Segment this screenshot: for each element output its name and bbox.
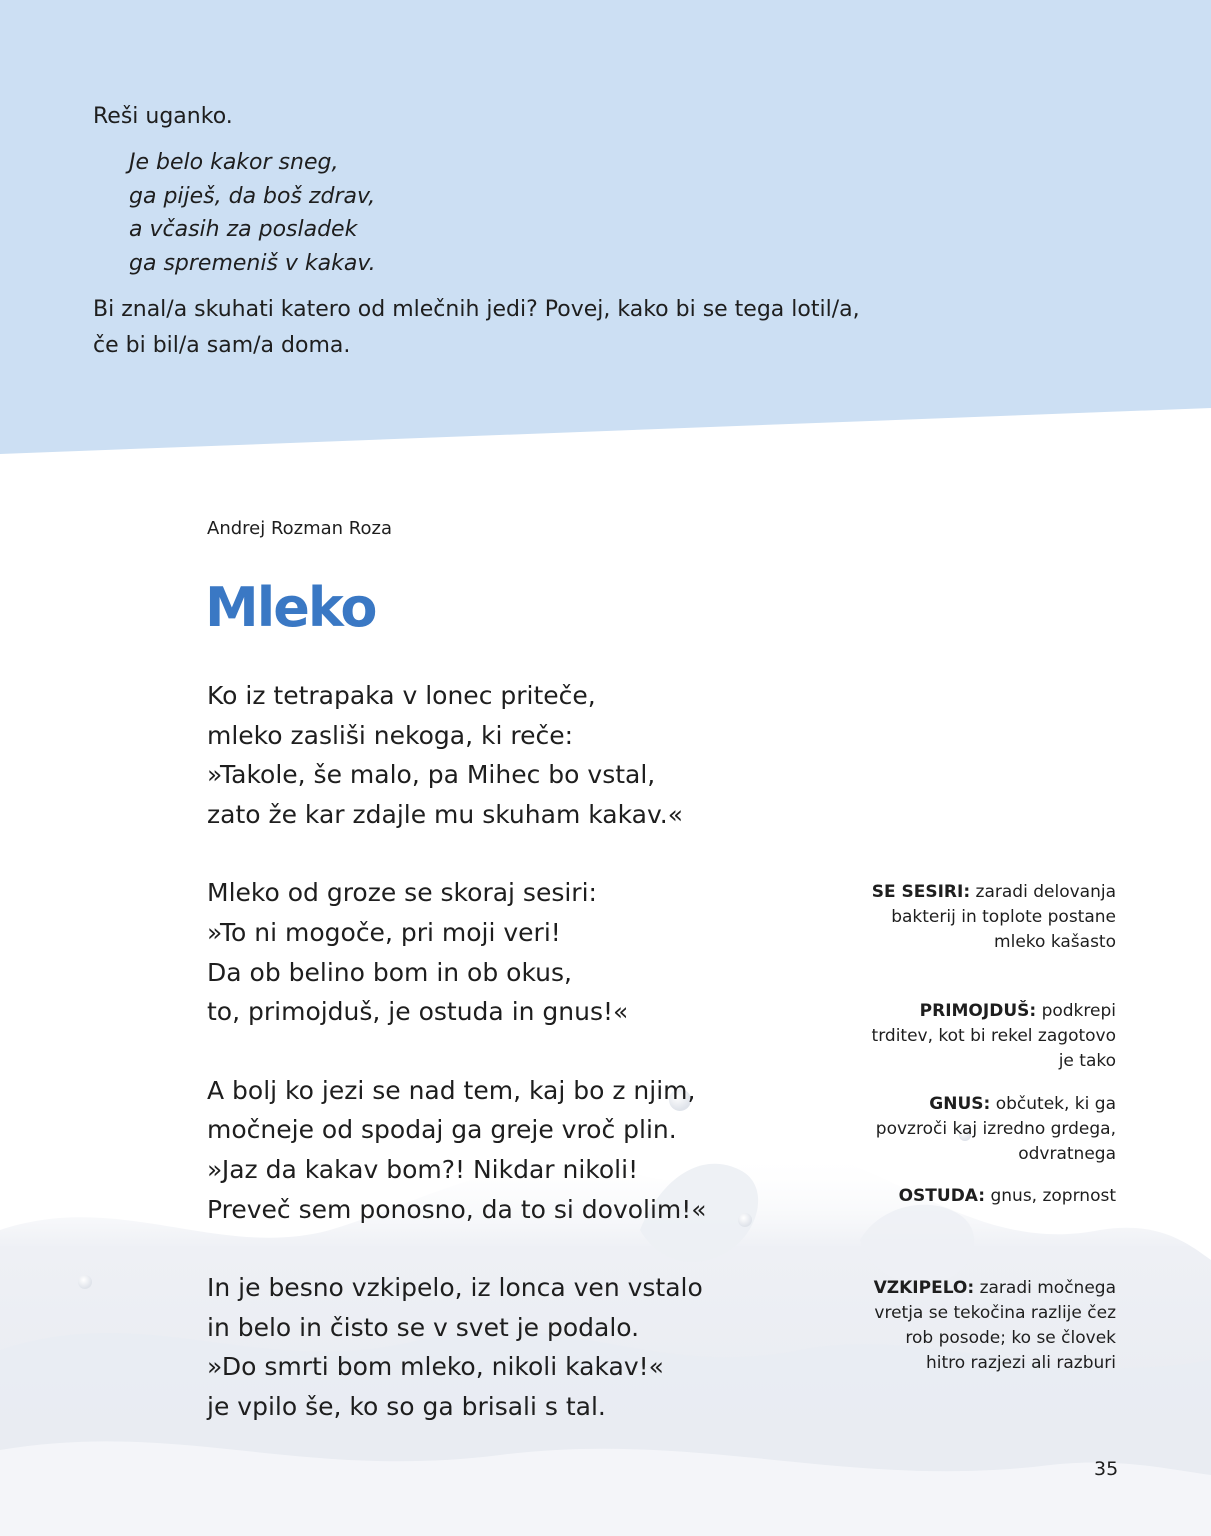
glossary-term: VZKIPELO: — [873, 1278, 975, 1298]
riddle-line: ga spremeniš v kakav. — [129, 250, 376, 276]
riddle-line: Je belo kakor sneg, — [129, 150, 339, 175]
glossary-definition: vretja se tekočina razlije čez — [874, 1303, 1116, 1323]
poem-line: »Do smrti bom mleko, nikoli kakav!« — [207, 1352, 664, 1382]
intro-question — [93, 292, 913, 364]
poem-line: je vpilo še, ko so ga brisali s tal. — [207, 1391, 606, 1421]
glossary-definition: povzroči kaj izredno grdega, — [875, 1119, 1116, 1139]
poem-body — [207, 676, 847, 1466]
intro-instruction: Reši uganko. — [93, 104, 233, 129]
glossary-term: OSTUDA: — [898, 1186, 986, 1206]
poem-line: »Jaz da kakav bom?! Nikdar nikoli! — [207, 1154, 639, 1184]
poem-line: in belo in čisto se v svet je podalo. — [207, 1312, 640, 1342]
poem-line: Ko iz tetrapaka v lonec priteče, — [207, 681, 596, 710]
poem-line: to, primojduš, je ostuda in gnus!« — [207, 997, 629, 1027]
glossary-definition: podkrepi — [1036, 1001, 1116, 1021]
glossary-definition: odvratnega — [1018, 1144, 1116, 1164]
poem-line: mleko zasliši nekoga, ki reče: — [207, 720, 574, 750]
riddle-line: a včasih za posladek — [129, 217, 358, 242]
glossary-definition: mleko kašasto — [994, 932, 1116, 952]
riddle — [129, 146, 913, 280]
glossary-entry — [836, 1184, 1116, 1209]
glossary-entry — [836, 880, 1116, 955]
glossary-definition: trditev, kot bi rekel zagotovo — [871, 1026, 1116, 1046]
glossary-term: SE SESIRI: — [871, 882, 971, 902]
poem-line: »Takole, še malo, pa Mihec bo vstal, — [207, 760, 656, 790]
glossary-entry — [836, 1276, 1116, 1376]
glossary-entry — [836, 1092, 1116, 1167]
poem-stanza — [207, 676, 847, 834]
glossary-definition: bakterij in toplote postane — [891, 907, 1116, 927]
poem-line: »To ni mogoče, pri moji veri! — [207, 917, 561, 947]
poem-author: Andrej Rozman Roza — [207, 518, 392, 539]
question-line: če bi bil/a sam/a doma. — [93, 333, 351, 358]
poem-line: Mleko od groze se skoraj sesiri: — [207, 878, 597, 908]
glossary-definition: zaradi močnega — [974, 1278, 1116, 1298]
riddle-line: ga piješ, da boš zdrav, — [129, 183, 376, 209]
poem-stanza — [207, 1268, 847, 1426]
glossary-term: PRIMOJDUŠ: — [919, 1001, 1037, 1021]
poem-line: močneje od spodaj ga greje vroč plin. — [207, 1115, 677, 1145]
poem-line: Da ob belino bom in ob okus, — [207, 957, 572, 987]
question-line: Bi znal/a skuhati katero od mlečnih jedi? Povej, kako bi se tega lotil/a, — [93, 297, 860, 322]
page-number: 35 — [1094, 1458, 1119, 1480]
intro-section — [93, 100, 913, 364]
glossary-term: GNUS: — [929, 1094, 991, 1114]
glossary-definition: občutek, ki ga — [990, 1094, 1116, 1114]
glossary-definition: zaradi delovanja — [970, 882, 1116, 902]
poem-line: In je besno vzkipelo, iz lonca ven vstalo — [207, 1273, 703, 1303]
glossary-definition: rob posode; ko se človek — [905, 1328, 1116, 1348]
glossary-definition: je tako — [1058, 1051, 1116, 1071]
glossary-definition: gnus, zoprnost — [985, 1186, 1116, 1206]
glossary-entry — [836, 999, 1116, 1074]
poem-line: zato že kar zdajle mu skuham kakav.« — [207, 799, 684, 829]
poem-stanza — [207, 1071, 847, 1229]
poem-title: Mleko — [205, 576, 376, 639]
poem-line: A bolj ko jezi se nad tem, kaj bo z njim, — [207, 1075, 696, 1105]
glossary-definition: hitro razjezi ali razburi — [925, 1353, 1116, 1373]
poem-line: Preveč sem ponosno, da to si dovolim!« — [207, 1194, 707, 1224]
poem-stanza — [207, 873, 847, 1031]
